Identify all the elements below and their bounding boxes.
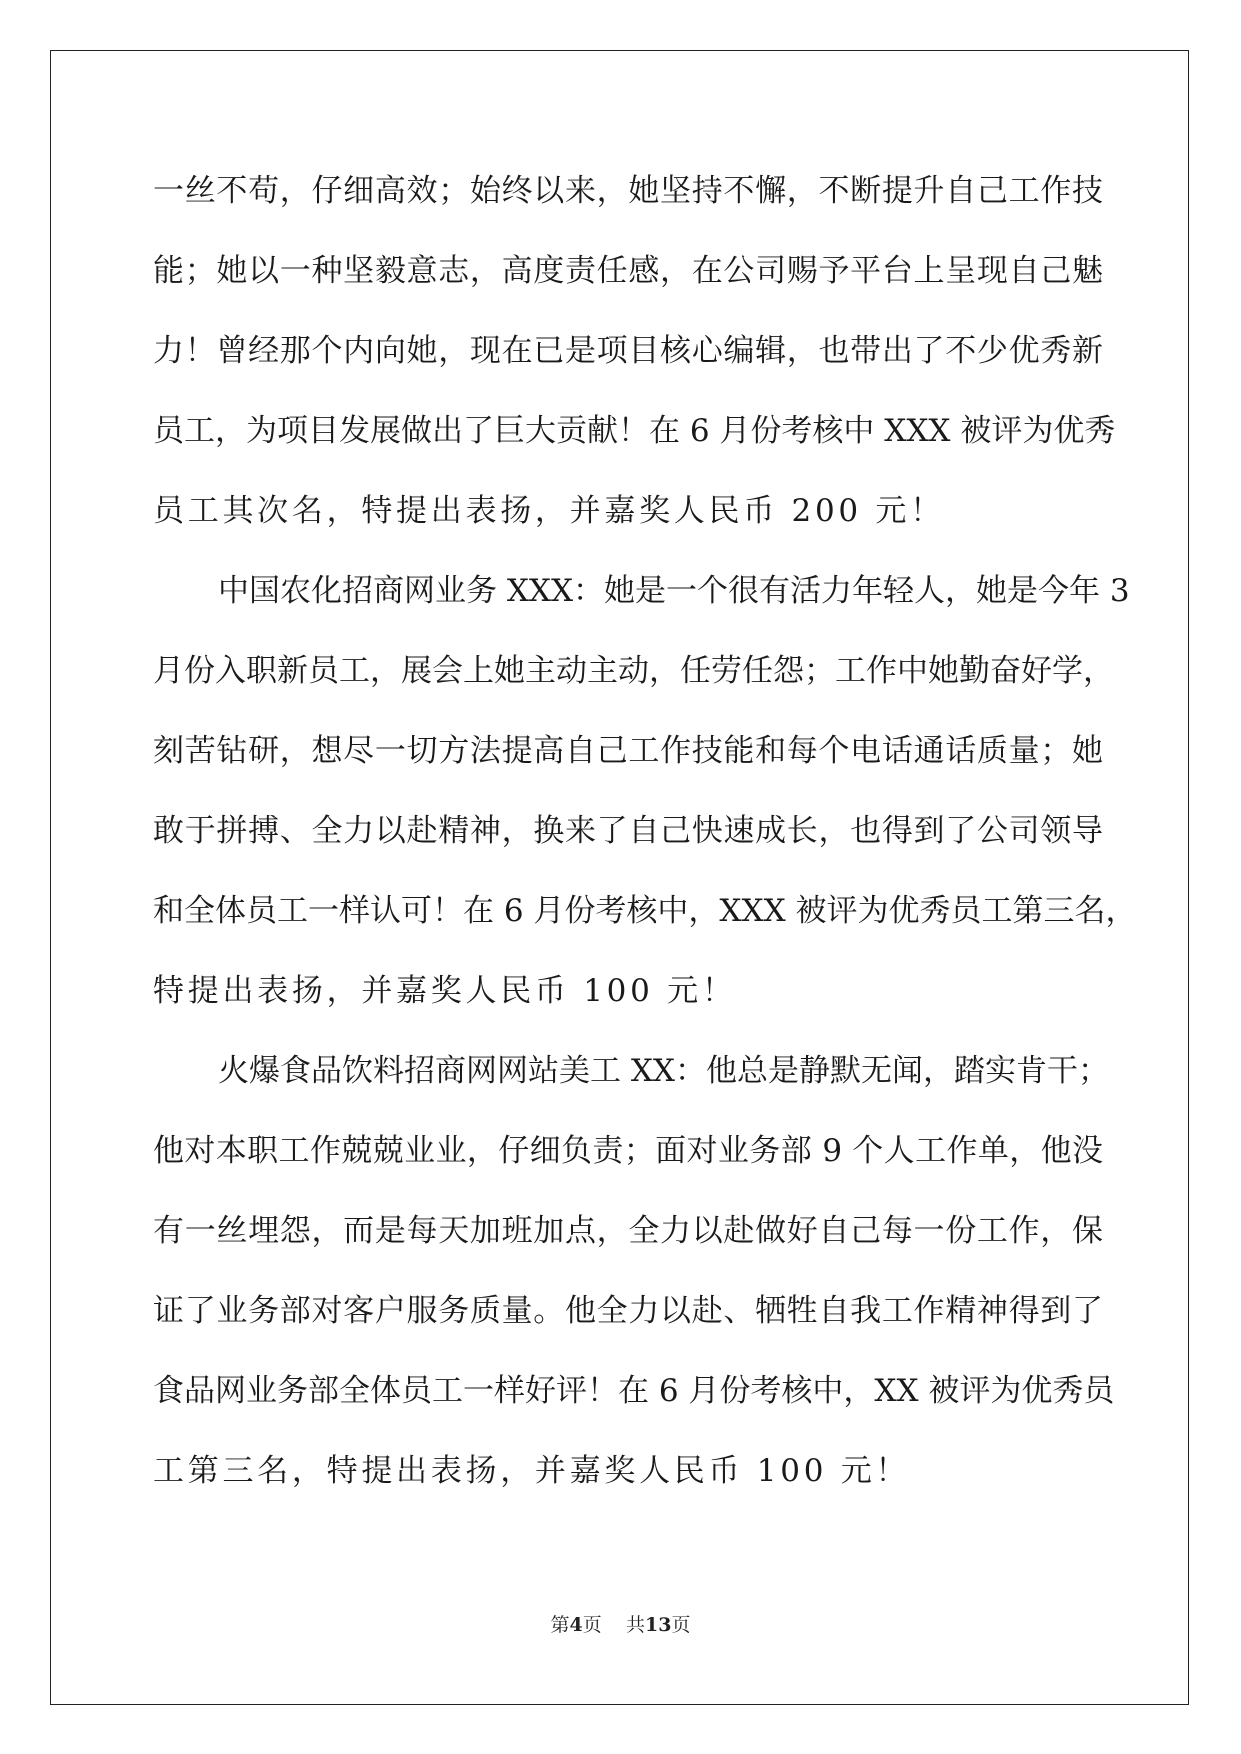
text-line: 月份入职新员工，展会上她主动主动，任劳任怨；工作中她勤奋好学， xyxy=(153,653,1114,689)
text-line: 中国农化招商网业务 XXX：她是一个很有活力年轻人，她是今年 3 xyxy=(218,573,1130,609)
footer-total-prefix: 共 xyxy=(625,1614,645,1636)
text-line: 一丝不苟，仔细高效；始终以来，她坚持不懈，不断提升自己工作技 xyxy=(153,173,1103,209)
footer-page-suffix: 页 xyxy=(582,1614,602,1636)
current-page-number: 4 xyxy=(569,1614,583,1636)
text-line: 刻苦钻研，想尽一切方法提高自己工作技能和每个电话通话质量；她 xyxy=(153,733,1103,769)
document-body xyxy=(153,158,1137,1518)
footer-total-suffix: 页 xyxy=(671,1614,691,1636)
text-line: 特提出表扬，并嘉奖人民币 100 元！ xyxy=(153,973,737,1009)
text-line: 工第三名，特提出表扬，并嘉奖人民币 100 元！ xyxy=(153,1453,911,1489)
footer-prefix: 第 xyxy=(550,1614,570,1636)
text-line: 他对本职工作兢兢业业，仔细负责；面对业务部 9 个人工作单，他没 xyxy=(153,1133,1103,1169)
text-line: 食品网业务部全体员工一样好评！在 6 月份考核中，XX 被评为优秀员 xyxy=(153,1373,1115,1409)
text-line: 有一丝埋怨，而是每天加班加点，全力以赴做好自己每一份工作，保 xyxy=(153,1213,1103,1249)
text-line: 员工，为项目发展做出了巨大贡献！在 6 月份考核中 XXX 被评为优秀 xyxy=(153,413,1116,449)
total-page-count: 13 xyxy=(644,1614,672,1636)
text-line: 员工其次名，特提出表扬，并嘉奖人民币 200 元！ xyxy=(153,493,945,529)
text-line: 力！曾经那个内向她，现在已是项目核心编辑，也带出了不少优秀新 xyxy=(153,333,1103,369)
text-line: 火爆食品饮料招商网网站美工 XX：他总是静默无闻，踏实肯干； xyxy=(218,1053,1109,1089)
text-line: 能；她以一种坚毅意志，高度责任感，在公司赐予平台上呈现自己魅 xyxy=(153,253,1103,289)
text-line: 敢于拼搏、全力以赴精神，换来了自己快速成长，也得到了公司领导 xyxy=(153,813,1103,849)
text-line: 和全体员工一样认可！在 6 月份考核中，XXX 被评为优秀员工第三名， xyxy=(153,893,1137,929)
page-footer xyxy=(0,1610,1241,1637)
text-line: 证了业务部对客户服务质量。他全力以赴、牺牲自我工作精神得到了 xyxy=(153,1293,1103,1329)
